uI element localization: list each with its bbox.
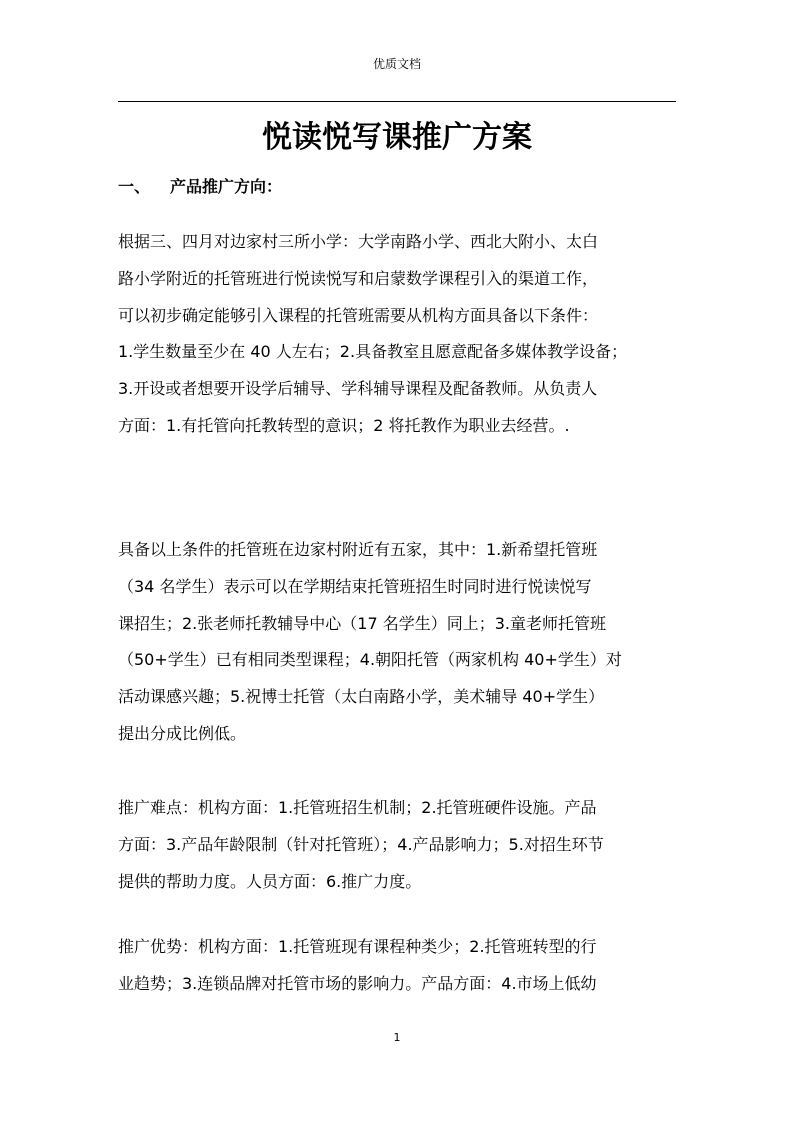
page-header: 优质文档 <box>372 57 421 71</box>
section-number: 一、 <box>118 177 151 196</box>
text-line: 提出分成比例低。 <box>118 723 247 743</box>
text-line: 可以初步确定能够引入课程的托管班需要从机构方面具备以下条件： <box>118 305 599 325</box>
text-line: 课招生；2.张老师托教辅导中心（17 名学生）同上；3.童老师托管班 <box>118 613 606 633</box>
paragraph-requirements <box>118 224 676 445</box>
paragraph-candidates <box>118 532 676 753</box>
page-number: 1 <box>393 1031 401 1044</box>
text-line: 具备以上条件的托管班在边家村附近有五家，其中：1.新希望托管班 <box>118 540 598 559</box>
text-line: 业趋势；3.连锁品牌对托管市场的影响力。产品方面：4.市场上低幼 <box>118 973 597 993</box>
text-line: 根据三、四月对边家村三所小学：大学南路小学、西北大附小、太白 <box>118 232 599 251</box>
text-line: 推广难点：机构方面：1.托管班招生机制；2.托管班硬件设施。产品 <box>118 798 597 817</box>
section-heading <box>118 174 282 200</box>
text-line: 路小学附近的托管班进行悦读悦写和启蒙数学课程引入的渠道工作， <box>118 268 599 288</box>
paragraph-difficulties <box>118 790 676 900</box>
text-line: （34 名学生）表示可以在学期结束托管班招生时同时进行悦读悦写 <box>118 576 592 596</box>
document-title: 悦读悦写课推广方案 <box>262 120 532 155</box>
text-line: （50+学生）已有相同类型课程；4.朝阳托管（两家机构 40+学生）对 <box>118 650 622 670</box>
text-line: 活动课感兴趣；5.祝博士托管（太白南路小学，美术辅导 40+学生） <box>118 687 605 707</box>
section-heading-text: 产品推广方向： <box>170 177 283 196</box>
text-line: 推广优势：机构方面：1.托管班现有课程种类少；2.托管班转型的行 <box>118 937 597 956</box>
text-line: 方面：3.产品年龄限制（针对托管班）；4.产品影响力；5.对招生环节 <box>118 834 604 854</box>
header-divider <box>118 101 676 102</box>
text-line: 提供的帮助力度。人员方面：6.推广力度。 <box>118 871 422 891</box>
text-line: 3.开设或者想要开设学后辅导、学科辅导课程及配备教师。从负责人 <box>118 379 598 399</box>
text-line: 1.学生数量至少在 40 人左右；2.具备教室且愿意配备多媒体教学设备； <box>118 342 628 362</box>
text-line: 方面：1.有托管向托教转型的意识；2 将托教作为职业去经营。. <box>118 415 570 435</box>
paragraph-advantages <box>118 929 676 1003</box>
